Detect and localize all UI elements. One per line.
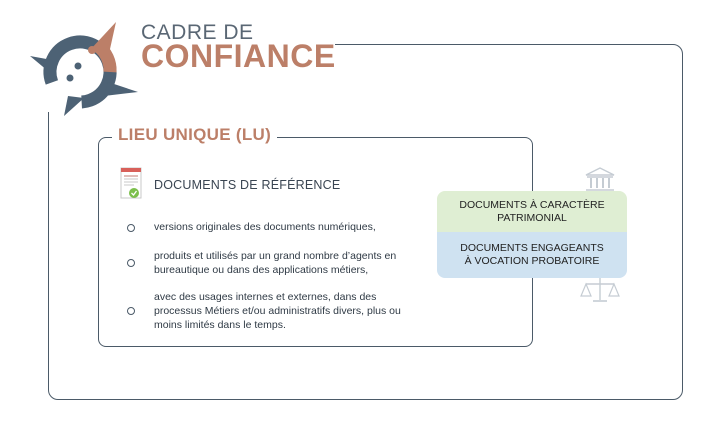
section-title: LIEU UNIQUE (LU): [112, 125, 277, 145]
title-line2: CONFIANCE: [141, 38, 336, 74]
government-building-icon: [584, 166, 616, 194]
bullet-text-3: avec des usages internes et externes, dans des processus Métiers et/ou administratifs divers, plus ou moins limités dans le temps.: [154, 291, 401, 331]
bullet-marker: [127, 259, 135, 267]
certified-document-icon: [120, 167, 142, 201]
bullet-text-2: produits et utilisés par un grand nombre d’agents en bureautique ou dans des applications métiers,: [154, 250, 397, 276]
patrimonial-box: [437, 191, 627, 232]
probatoire-box: [437, 232, 627, 278]
title-line1: CADRE DE: [141, 21, 254, 44]
probatoire-label: DOCUMENTS ENGAGEANTS À VOCATION PROBATOIRE: [460, 242, 604, 267]
balance-scale-icon: [580, 276, 620, 304]
bullet-marker: [127, 224, 135, 232]
documents-heading: DOCUMENTS DE RÉFÉRENCE: [154, 178, 341, 192]
compass-logo-icon: [28, 16, 140, 120]
patrimonial-label: DOCUMENTS À CARACTÈRE PATRIMONIAL: [459, 198, 605, 224]
bullet-marker: [127, 307, 135, 315]
bullet-text-1: versions originales des documents numériques,: [154, 221, 376, 233]
